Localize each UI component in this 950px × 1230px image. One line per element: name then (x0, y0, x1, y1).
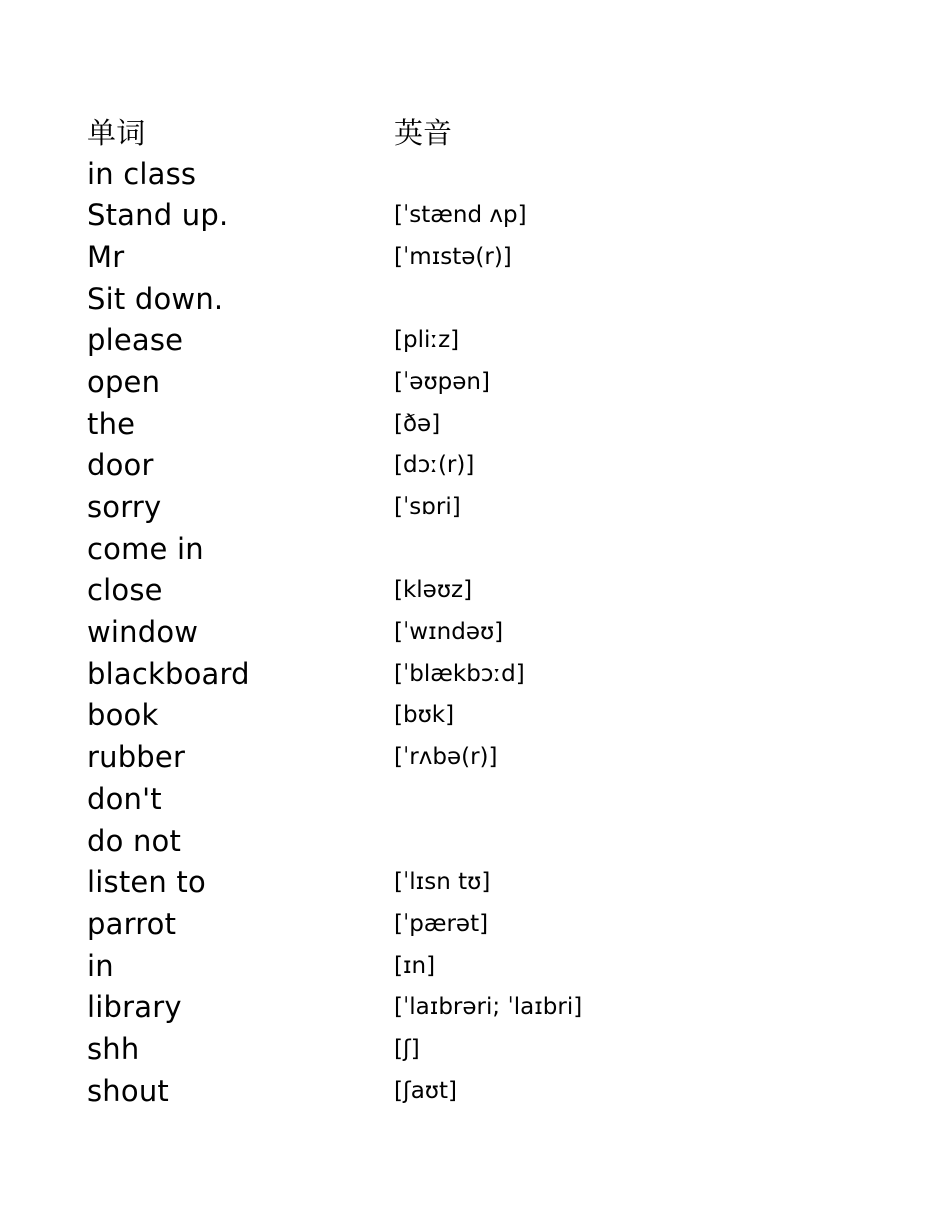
word-cell: in (87, 948, 114, 983)
table-row (87, 153, 787, 195)
word-cell: rubber (87, 740, 186, 775)
table-row (87, 528, 787, 570)
table-row (87, 319, 787, 361)
table-row (87, 361, 787, 403)
word-cell: the (87, 406, 136, 441)
ipa-cell: [ˈəʊpən] (394, 368, 490, 395)
word-cell: listen to (87, 865, 206, 900)
ipa-cell: [ˈmɪstə(r)] (394, 243, 512, 270)
word-cell: library (87, 990, 182, 1025)
table-row (87, 194, 787, 236)
table-row (87, 861, 787, 903)
word-cell: shout (87, 1073, 169, 1108)
ipa-cell: [ʃaʊt] (394, 1077, 457, 1104)
ipa-cell: [ʃ] (394, 1035, 420, 1062)
ipa-cell: [ˈwɪndəʊ] (394, 619, 504, 646)
ipa-cell: [ˈpærət] (394, 910, 489, 937)
table-row (87, 695, 787, 737)
word-cell: blackboard (87, 656, 250, 691)
word-cell: shh (87, 1031, 140, 1066)
table-row (87, 1028, 787, 1070)
table-row (87, 403, 787, 445)
table-row (87, 611, 787, 653)
word-cell: don't (87, 781, 162, 816)
word-cell: book (87, 698, 159, 733)
word-cell: Sit down. (87, 281, 224, 316)
ipa-cell: [ɪn] (394, 952, 436, 979)
ipa-cell: [ˈlɪsn tʊ] (394, 869, 491, 896)
word-cell: door (87, 448, 154, 483)
word-cell: please (87, 323, 184, 358)
header-ipa-label: 英音 (394, 116, 453, 151)
ipa-cell: [ˈsɒri] (394, 494, 461, 521)
word-cell: do not (87, 823, 182, 858)
word-cell: parrot (87, 906, 177, 941)
table-row (87, 236, 787, 278)
table-row (87, 945, 787, 987)
word-cell: in class (87, 156, 197, 191)
ipa-cell: [dɔː(r)] (394, 452, 475, 479)
table-row (87, 445, 787, 487)
ipa-cell: [ˈstænd ʌp] (394, 202, 527, 229)
word-cell: sorry (87, 490, 162, 525)
word-cell: Mr (87, 239, 125, 274)
table-header-row (87, 111, 787, 153)
word-cell: window (87, 615, 199, 650)
ipa-cell: [ˈlaɪbrəri; ˈlaɪbri] (394, 994, 583, 1021)
table-row (87, 1070, 787, 1112)
header-word-label: 单词 (87, 116, 146, 151)
ipa-cell: [ˈblækbɔːd] (394, 660, 525, 687)
vocabulary-table (87, 111, 787, 1112)
ipa-cell: [pliːz] (394, 327, 460, 354)
table-row (87, 820, 787, 862)
table-row (87, 653, 787, 695)
table-row (87, 486, 787, 528)
word-cell: close (87, 573, 163, 608)
table-row (87, 278, 787, 320)
table-row (87, 778, 787, 820)
table-row (87, 570, 787, 612)
word-cell: open (87, 364, 161, 399)
ipa-cell: [bʊk] (394, 702, 455, 729)
ipa-cell: [kləʊz] (394, 577, 473, 604)
ipa-cell: [ˈrʌbə(r)] (394, 744, 498, 771)
word-cell: come in (87, 531, 204, 566)
table-row (87, 903, 787, 945)
word-cell: Stand up. (87, 198, 229, 233)
ipa-cell: [ðə] (394, 410, 441, 437)
table-row (87, 986, 787, 1028)
table-row (87, 736, 787, 778)
